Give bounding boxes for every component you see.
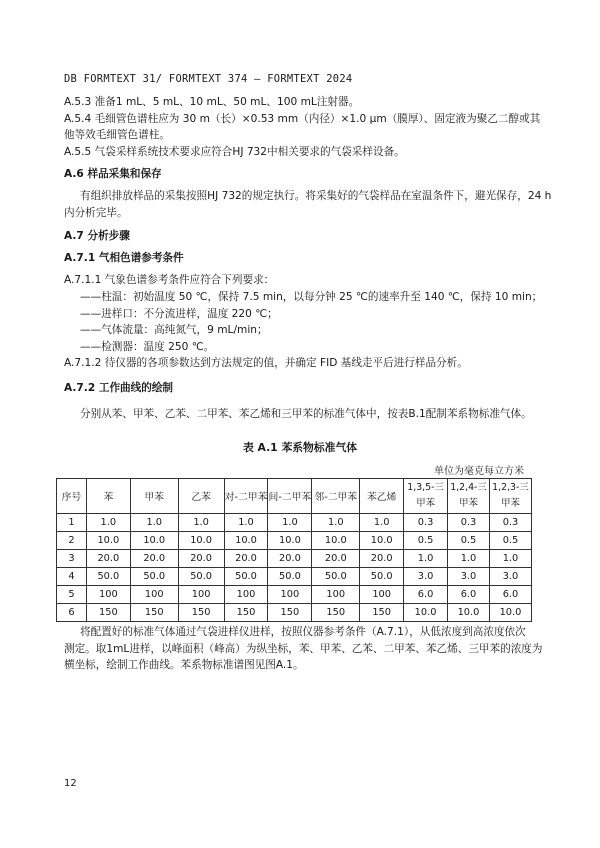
page-number: 12 [64,778,77,789]
header-o-xylene: 邻-二甲苯 [312,479,360,514]
concentration-cell: 50.0 [312,568,360,586]
table-header-row [57,479,532,514]
concentration-cell: 1.0 [178,514,224,532]
concentration-cell: 1.0 [360,514,404,532]
section-a-6-body-line-1: 有组织排放样品的采集按照HJ 732的规定执行。将采集好的气袋样品在室温条件下，避光保存，24 h [80,190,552,202]
section-a-7-title: A.7 分析步骤 [64,230,130,242]
section-a-7-2-title: A.7.2 工作曲线的绘制 [64,382,174,394]
concentration-cell: 10.0 [489,604,531,622]
row-index-cell: 5 [57,586,87,604]
concentration-cell: 20.0 [268,550,312,568]
concentration-cell: 150 [312,604,360,622]
concentration-cell: 150 [224,604,268,622]
concentration-cell: 100 [268,586,312,604]
clause-a-5-3: A.5.3 准备1 mL、5 mL、10 mL、50 mL、100 mL注射器。 [64,96,360,108]
concentration-cell: 100 [224,586,268,604]
concentration-cell: 100 [312,586,360,604]
concentration-cell: 1.0 [268,514,312,532]
standard-gas-table [56,478,532,622]
row-index-cell: 3 [57,550,87,568]
header-p-xylene: 对-二甲苯 [224,479,268,514]
section-a-7-1-title: A.7.1 气相色谱参考条件 [64,252,184,264]
header-135-line-1: 1,3,5-三 [407,482,444,493]
concentration-cell: 0.5 [448,532,490,550]
concentration-cell: 1.0 [312,514,360,532]
table-body [57,514,532,622]
clause-a-7-1-1: A.7.1.1 气象色谱参考条件应符合下列要求： [64,274,275,286]
header-123-line-2: 甲苯 [501,498,520,509]
concentration-cell: 20.0 [178,550,224,568]
table-row [57,604,532,622]
concentration-cell: 1.0 [224,514,268,532]
concentration-cell: 50.0 [224,568,268,586]
header-styrene: 苯乙烯 [360,479,404,514]
condition-detector: ——检测器：温度 250 ℃。 [80,341,215,353]
row-index-cell: 4 [57,568,87,586]
header-124-trimethylbenzene [448,479,490,514]
clause-a-5-4-line-2: 他等效毛细管色谱柱。 [64,129,170,141]
after-table-line-3: 横坐标，绘制工作曲线。苯系物标准谱图见图A.1。 [64,659,304,671]
concentration-cell: 6.0 [448,586,490,604]
table-row [57,568,532,586]
concentration-cell: 0.3 [404,514,448,532]
condition-gas-flow: ——气体流量：高纯氮气，9 mL/min； [80,324,268,336]
section-a-6-body-line-2: 内分析完毕。 [64,207,128,219]
concentration-cell: 6.0 [404,586,448,604]
concentration-cell: 3.0 [448,568,490,586]
concentration-cell: 1.0 [86,514,130,532]
condition-column-temp: ——柱温：初始温度 50 ℃，保持 7.5 min，以每分钟 25 ℃的速率升至 140 ℃，保持 10 min； [80,291,543,303]
concentration-cell: 20.0 [86,550,130,568]
concentration-cell: 50.0 [360,568,404,586]
concentration-cell: 10.0 [268,532,312,550]
header-135-trimethylbenzene [404,479,448,514]
concentration-cell: 50.0 [130,568,178,586]
concentration-cell: 10.0 [312,532,360,550]
row-index-cell: 6 [57,604,87,622]
header-toluene: 甲苯 [130,479,178,514]
concentration-cell: 10.0 [224,532,268,550]
concentration-cell: 10.0 [448,604,490,622]
concentration-cell: 150 [360,604,404,622]
concentration-cell: 100 [130,586,178,604]
section-a-7-2-body: 分别从苯、甲苯、乙苯、二甲苯、苯乙烯和三甲苯的标准气体中，按表B.1配制苯系物标准气体。 [80,408,532,420]
clause-a-7-1-2: A.7.1.2 待仪器的各项参数达到方法规定的值，并确定 FID 基线走平后进行样品分析。 [64,357,468,369]
table-row [57,550,532,568]
concentration-cell: 50.0 [178,568,224,586]
table-row [57,532,532,550]
header-m-xylene: 间-二甲苯 [268,479,312,514]
concentration-cell: 0.3 [489,514,531,532]
clause-a-5-4-line-1: A.5.4 毛细管色谱柱应为 30 m（长）×0.53 mm（内径）×1.0 μm（膜厚）、固定液为聚乙二醇或其 [64,113,541,125]
concentration-cell: 1.0 [448,550,490,568]
concentration-cell: 100 [178,586,224,604]
header-123-line-1: 1,2,3-三 [492,482,529,493]
table-unit: 单位为毫克每立方米 [434,466,524,477]
concentration-cell: 0.5 [404,532,448,550]
concentration-cell: 150 [268,604,312,622]
concentration-cell: 10.0 [178,532,224,550]
concentration-cell: 150 [86,604,130,622]
header-124-line-1: 1,2,4-三 [450,482,487,493]
section-a-6-title: A.6 样品采集和保存 [64,168,162,180]
concentration-cell: 0.3 [448,514,490,532]
after-table-line-2: 测定。取1mL进样，以峰面积（峰高）为纵坐标，苯、甲苯、乙苯、二甲苯、苯乙烯、三甲苯的浓度为 [64,643,543,655]
concentration-cell: 1.0 [130,514,178,532]
header-ethylbenzene: 乙苯 [178,479,224,514]
concentration-cell: 10.0 [360,532,404,550]
concentration-cell: 20.0 [224,550,268,568]
concentration-cell: 20.0 [130,550,178,568]
table-row [57,586,532,604]
concentration-cell: 1.0 [489,550,531,568]
concentration-cell: 1.0 [404,550,448,568]
concentration-cell: 150 [130,604,178,622]
row-index-cell: 1 [57,514,87,532]
concentration-cell: 6.0 [489,586,531,604]
header-index: 序号 [57,479,87,514]
concentration-cell: 100 [360,586,404,604]
concentration-cell: 10.0 [86,532,130,550]
concentration-cell: 150 [178,604,224,622]
concentration-cell: 0.5 [489,532,531,550]
header-123-trimethylbenzene [489,479,531,514]
concentration-cell: 3.0 [404,568,448,586]
header-124-line-2: 甲苯 [459,498,478,509]
concentration-cell: 100 [86,586,130,604]
concentration-cell: 10.0 [130,532,178,550]
after-table-line-1: 将配置好的标准气体通过气袋进样仪进样，按照仪器参考条件（A.7.1），从低浓度到高浓度依次 [80,626,526,638]
clause-a-5-5: A.5.5 气袋采样系统技术要求应符合HJ 732中相关要求的气袋采样设备。 [64,146,405,158]
concentration-cell: 20.0 [312,550,360,568]
condition-inlet: ——进样口：不分流进样，温度 220 ℃； [80,308,278,320]
concentration-cell: 3.0 [489,568,531,586]
table-row [57,514,532,532]
table-caption: 表 A.1 苯系物标准气体 [242,441,358,454]
row-index-cell: 2 [57,532,87,550]
concentration-cell: 50.0 [86,568,130,586]
concentration-cell: 10.0 [404,604,448,622]
header-135-line-2: 甲苯 [416,498,435,509]
concentration-cell: 20.0 [360,550,404,568]
concentration-cell: 50.0 [268,568,312,586]
document-header: DB FORMTEXT 31/ FORMTEXT 374 — FORMTEXT 2024 [64,73,353,85]
header-benzene: 苯 [86,479,130,514]
